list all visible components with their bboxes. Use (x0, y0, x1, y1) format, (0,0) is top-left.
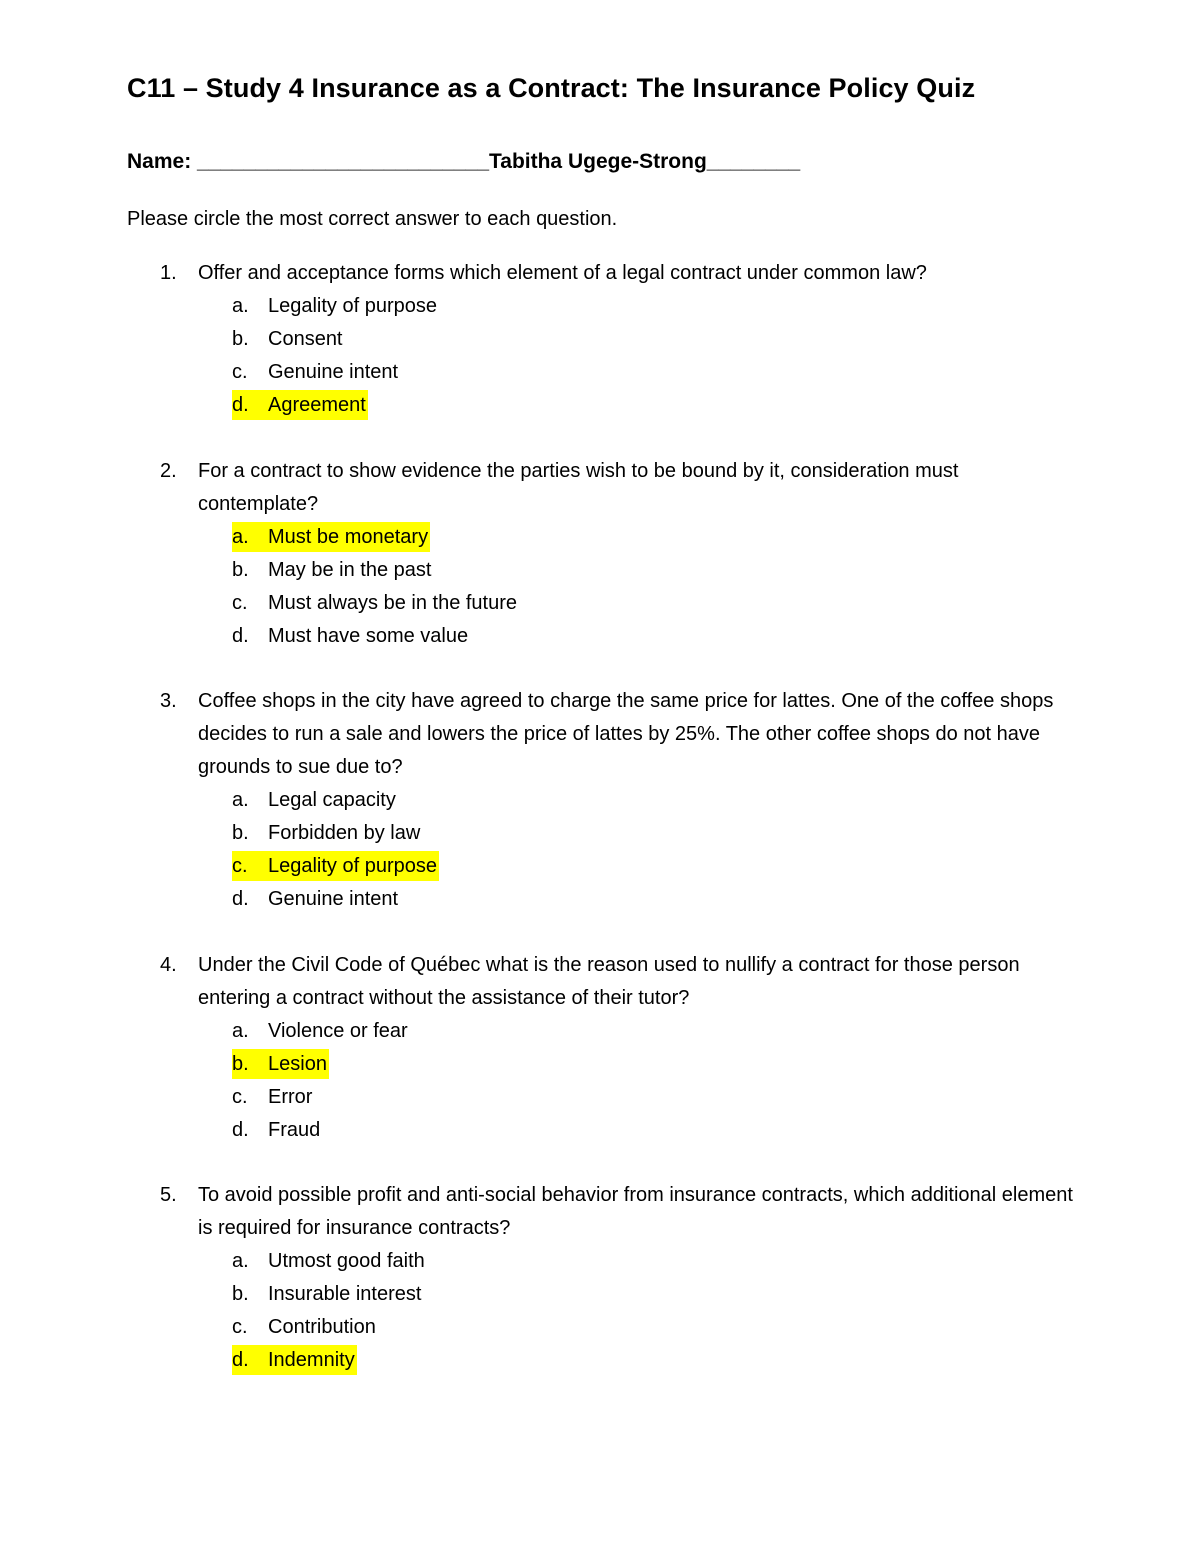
question-text: Offer and acceptance forms which element of a legal contract under common law? (198, 262, 927, 284)
option-letter: d. (232, 394, 249, 416)
option-letter: b. (232, 1053, 249, 1075)
option-text: Fraud (268, 1119, 321, 1141)
question-5-option-d (232, 1345, 357, 1375)
question-2-option-b (232, 555, 433, 585)
option-text: Must have some value (268, 625, 469, 647)
option-text: Contribution (268, 1316, 376, 1338)
option-letter: c. (232, 1316, 248, 1338)
question-number: 1. (160, 262, 177, 284)
option-letter: a. (232, 526, 249, 548)
option-text: Legality of purpose (268, 295, 438, 317)
option-letter: c. (232, 1086, 248, 1108)
question-text: Coffee shops in the city have agreed to charge the same price for lattes. One of the coffee shops decides to run a sale and lowers the price of lattes by 25%. The other coffee shops do not have grounds to sue due to? (198, 690, 1054, 778)
option-letter: d. (232, 1349, 249, 1371)
option-letter: d. (232, 1119, 249, 1141)
option-text: Genuine intent (268, 361, 399, 383)
question-5-option-b (232, 1279, 423, 1309)
option-text: Must be monetary (268, 526, 429, 548)
question-number: 5. (160, 1184, 177, 1206)
question-4-option-c (232, 1082, 314, 1112)
name-field-line: Name: _________________________Tabitha Ugege-Strong________ (127, 150, 801, 173)
question-text: For a contract to show evidence the parties wish to be bound by it, consideration must contemplate? (198, 460, 959, 515)
option-letter: b. (232, 328, 249, 350)
option-letter: c. (232, 592, 248, 614)
option-letter: b. (232, 1283, 249, 1305)
question-5-option-a (232, 1246, 427, 1276)
option-text: Utmost good faith (268, 1250, 425, 1272)
option-letter: d. (232, 625, 249, 647)
option-letter: c. (232, 855, 248, 877)
question-text: To avoid possible profit and anti-social behavior from insurance contracts, which additional element is required for insurance contracts? (198, 1184, 1073, 1239)
option-letter: a. (232, 1020, 249, 1042)
question-2-option-c (232, 588, 519, 618)
page-title: C11 – Study 4 Insurance as a Contract: The Insurance Policy Quiz (127, 73, 976, 103)
question-5-option-c (232, 1312, 378, 1342)
question-1-option-d (232, 390, 368, 420)
question-1-option-c (232, 357, 400, 387)
question-4-option-d (232, 1115, 322, 1145)
question-3-option-c (232, 851, 439, 881)
option-letter: a. (232, 789, 249, 811)
option-text: Genuine intent (268, 888, 399, 910)
option-text: Forbidden by law (268, 822, 421, 844)
question-3-option-b (232, 818, 422, 848)
option-text: Error (268, 1086, 313, 1108)
option-letter: a. (232, 1250, 249, 1272)
option-letter: b. (232, 822, 249, 844)
question-number: 3. (160, 690, 177, 712)
question-2-option-d (232, 621, 470, 651)
question-2-option-a (232, 522, 430, 552)
question-4-option-a (232, 1016, 410, 1046)
option-letter: c. (232, 361, 248, 383)
option-letter: a. (232, 295, 249, 317)
question-4-option-b (232, 1049, 329, 1079)
question-text: Under the Civil Code of Québec what is the reason used to nullify a contract for those person entering a contract without the assistance of their tutor? (198, 954, 1020, 1009)
option-text: Insurable interest (268, 1283, 422, 1305)
option-text: Legal capacity (268, 789, 396, 811)
option-letter: b. (232, 559, 249, 581)
option-text: May be in the past (268, 559, 432, 581)
question-number: 2. (160, 460, 177, 482)
question-1-option-b (232, 324, 345, 354)
option-letter: d. (232, 888, 249, 910)
option-text: Must always be in the future (268, 592, 518, 614)
question-number: 4. (160, 954, 177, 976)
question-1-option-a (232, 291, 439, 321)
question-3-option-a (232, 785, 398, 815)
question-3-option-d (232, 884, 400, 914)
option-text: Consent (268, 328, 343, 350)
option-text: Lesion (268, 1053, 327, 1075)
option-text: Legality of purpose (268, 855, 438, 877)
instructions-text: Please circle the most correct answer to each question. (127, 208, 618, 230)
option-text: Agreement (268, 394, 366, 416)
option-text: Indemnity (268, 1349, 355, 1371)
option-text: Violence or fear (268, 1020, 408, 1042)
